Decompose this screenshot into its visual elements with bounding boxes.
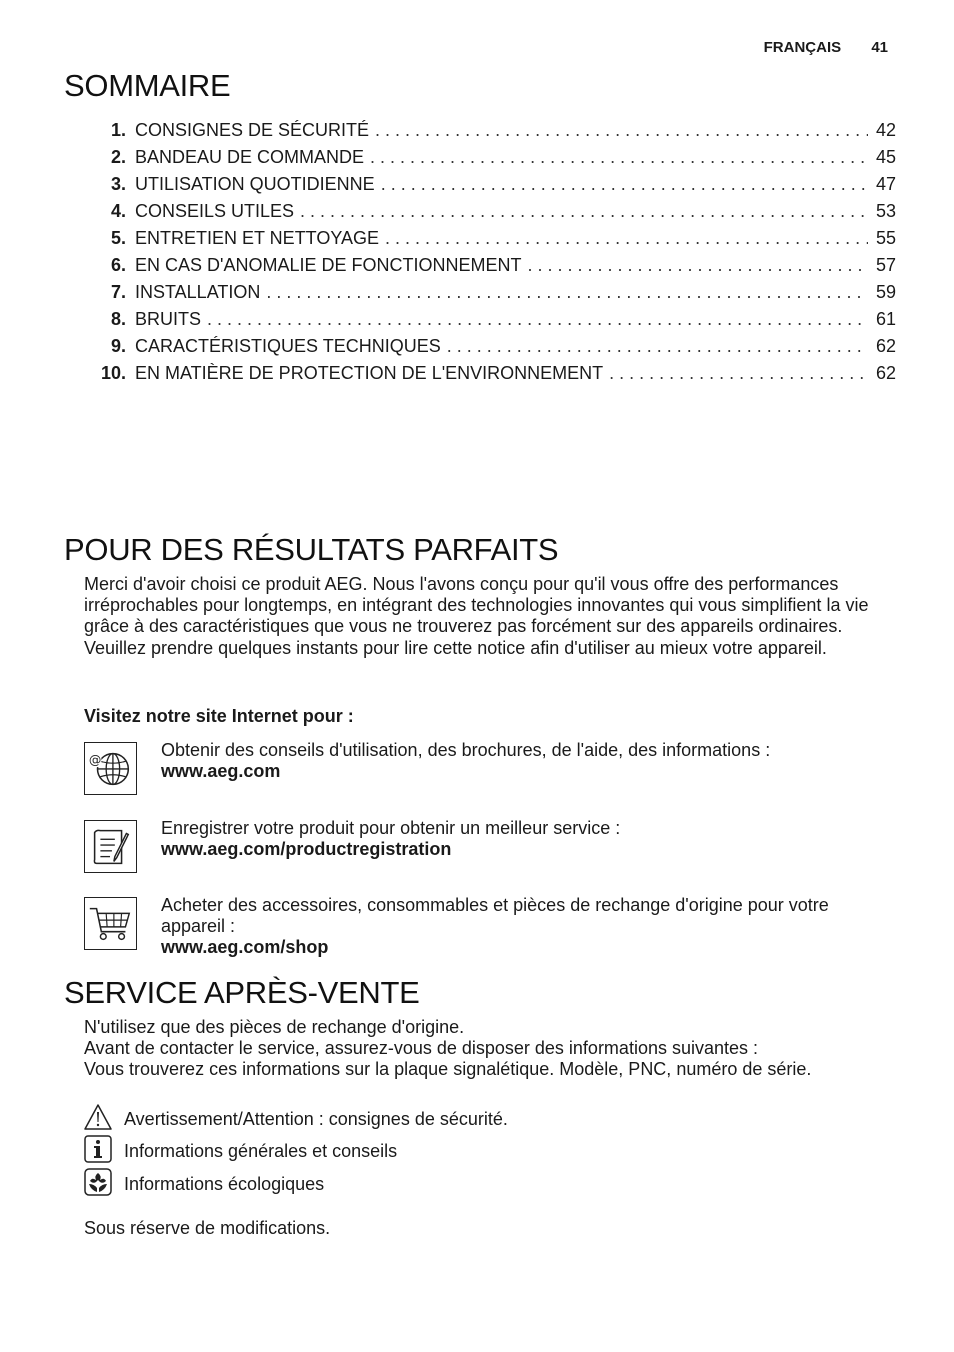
shopping-cart-icon — [84, 897, 137, 950]
legend-label: Avertissement/Attention : consignes de sécurité. — [124, 1109, 508, 1129]
toc-number: 1. — [110, 120, 126, 140]
service-line: N'utilisez que des pièces de rechange d'origine. — [84, 1017, 465, 1037]
toc-leader-dots — [375, 120, 868, 141]
visit-label: Visitez notre site Internet pour : — [84, 706, 354, 726]
toc-number: 9. — [110, 336, 126, 356]
resultats-title: POUR DES RÉSULTATS PARFAITS — [64, 532, 559, 567]
header-language: FRANÇAIS — [763, 39, 842, 56]
toc-row[interactable] — [84, 336, 896, 363]
link-shop[interactable]: www.aeg.com/shop — [161, 937, 329, 958]
legend-label: Informations générales et conseils — [124, 1141, 398, 1161]
globe-at-icon — [84, 742, 137, 795]
toc-title: CONSEILS UTILES — [135, 201, 295, 221]
toc-title: ENTRETIEN ET NETTOYAGE — [135, 228, 380, 248]
toc-number: 7. — [110, 282, 126, 302]
service-text — [84, 1017, 896, 1081]
toc-number: 2. — [110, 147, 126, 167]
ecology-flower-icon — [84, 1168, 112, 1196]
legend-info — [84, 1135, 896, 1165]
toc-leader-dots — [300, 201, 868, 222]
toc-leader-dots — [207, 309, 868, 330]
toc-page: 42 — [875, 120, 896, 140]
toc-title: EN MATIÈRE DE PROTECTION DE L'ENVIRONNEMENT — [135, 363, 604, 383]
service-line: Avant de contacter le service, assurez-vous de disposer des informations suivantes : — [84, 1038, 759, 1059]
toc-number: 8. — [110, 309, 126, 329]
service-line: Vous trouverez ces informations sur la plaque signalétique. Modèle, PNC, numéro de série. — [84, 1059, 812, 1080]
toc-row[interactable] — [84, 120, 896, 147]
toc-title: UTILISATION QUOTIDIENNE — [135, 174, 375, 194]
web-item-text — [161, 818, 896, 860]
toc-number: 10. — [100, 363, 126, 383]
toc-leader-dots — [370, 147, 868, 168]
toc-page: 55 — [875, 228, 896, 248]
warning-triangle-icon — [84, 1103, 112, 1131]
toc-row[interactable] — [84, 174, 896, 201]
toc-leader-dots — [381, 174, 868, 195]
web-item-text — [161, 740, 896, 782]
link-productregistration[interactable]: www.aeg.com/productregistration — [161, 839, 452, 860]
toc-row[interactable] — [84, 363, 896, 390]
intro-paragraph: Merci d'avoir choisi ce produit AEG. Nous l'avons conçu pour qu'il vous offre des performances irréprochables pour longtemps, en intégrant des technologies innovantes qui vous simplifient la vie grâce à des caractéristiques que vous ne trouverez pas forcément sur des appareils ordinaires. Veuillez prendre quelques instants pour lire cette notice afin d'utiliser au mieux votre appareil. — [84, 574, 869, 658]
toc-number: 3. — [110, 174, 126, 194]
reserve-note: Sous réserve de modifications. — [84, 1218, 331, 1238]
toc-page: 45 — [875, 147, 896, 167]
svg-text:@: @ — [88, 752, 102, 768]
toc-page: 62 — [875, 336, 896, 356]
toc-row[interactable] — [84, 255, 896, 282]
toc-number: 4. — [110, 201, 126, 221]
web-item-text — [161, 895, 896, 959]
web-item-description: Enregistrer votre produit pour obtenir un meilleur service : — [161, 818, 621, 838]
info-icon — [84, 1135, 112, 1163]
toc-title: BANDEAU DE COMMANDE — [135, 147, 365, 167]
toc-title: CONSIGNES DE SÉCURITÉ — [135, 120, 370, 140]
web-item-description: Acheter des accessoires, consommables et pièces de rechange d'origine pour votre appareil : — [161, 895, 829, 937]
toc-row[interactable] — [84, 309, 896, 336]
toc-row[interactable] — [84, 228, 896, 255]
toc-page: 57 — [875, 255, 896, 275]
registration-form-icon — [84, 820, 137, 873]
toc-title: INSTALLATION — [135, 282, 261, 302]
link-aeg[interactable]: www.aeg.com — [161, 761, 281, 782]
toc-page: 62 — [875, 363, 896, 383]
toc-leader-dots — [447, 336, 868, 357]
legend-warning — [84, 1103, 896, 1133]
toc-page: 59 — [875, 282, 896, 302]
service-title: SERVICE APRÈS-VENTE — [64, 975, 420, 1010]
table-of-contents — [84, 120, 896, 390]
web-item-description: Obtenir des conseils d'utilisation, des brochures, de l'aide, des informations : — [161, 740, 771, 760]
legend-label: Informations écologiques — [124, 1174, 325, 1194]
toc-title: CARACTÉRISTIQUES TECHNIQUES — [135, 336, 441, 356]
toc-row[interactable] — [84, 282, 896, 309]
toc-title: BRUITS — [135, 309, 202, 329]
toc-page: 61 — [875, 309, 896, 329]
toc-row[interactable] — [84, 147, 896, 174]
toc-leader-dots — [527, 255, 868, 276]
toc-leader-dots — [385, 228, 868, 249]
toc-title: EN CAS D'ANOMALIE DE FONCTIONNEMENT — [135, 255, 522, 275]
header-page-number: 41 — [871, 39, 888, 56]
toc-leader-dots — [609, 363, 868, 384]
toc-number: 6. — [110, 255, 126, 275]
toc-page: 53 — [875, 201, 896, 221]
toc-number: 5. — [110, 228, 126, 248]
legend-ecology — [84, 1168, 896, 1198]
toc-leader-dots — [266, 282, 868, 303]
toc-page: 47 — [875, 174, 896, 194]
sommaire-title: SOMMAIRE — [64, 68, 231, 103]
page-header — [764, 39, 888, 56]
toc-row[interactable] — [84, 201, 896, 228]
